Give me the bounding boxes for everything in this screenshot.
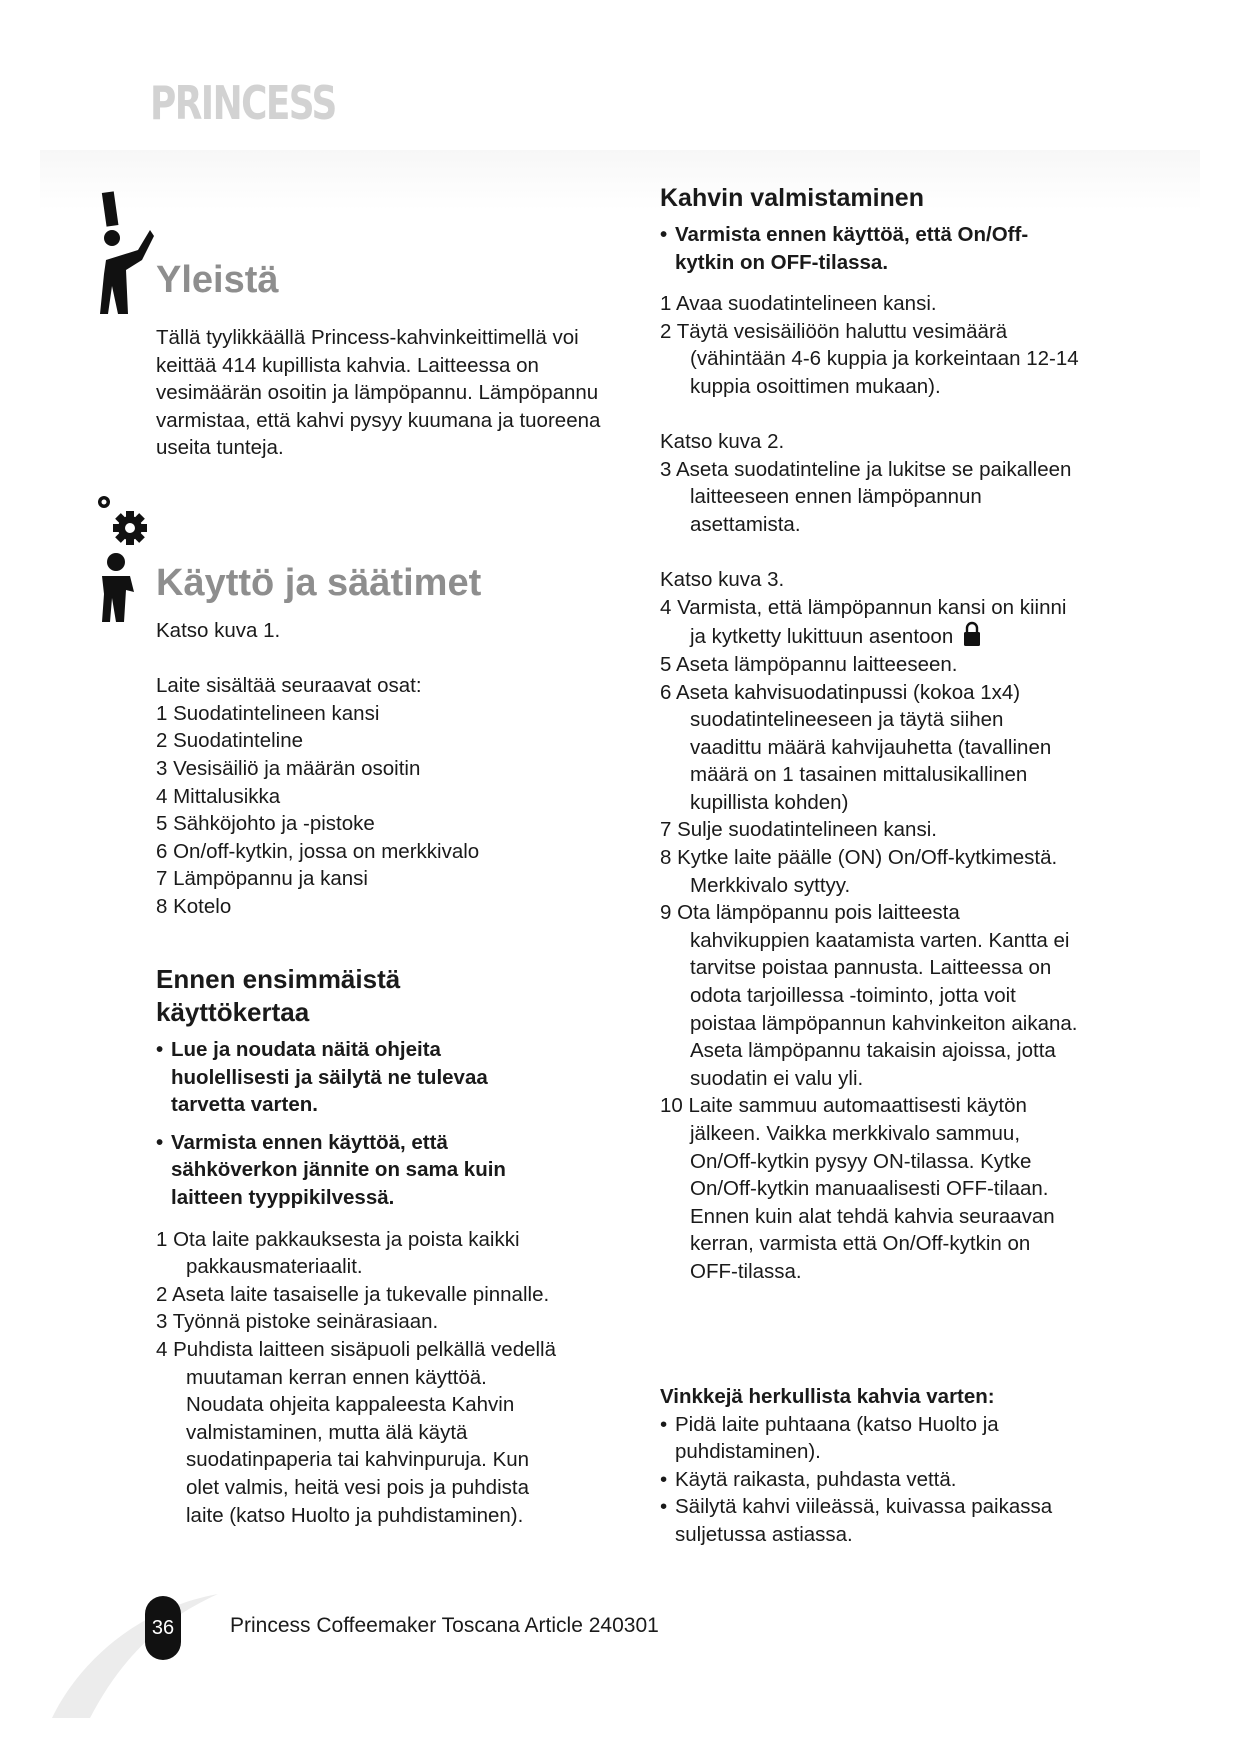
- list-item: 5 Aseta lämpöpannu laitteeseen.: [660, 652, 958, 676]
- list-item: • Pidä laite puhtaana (katso Huolto ja puhdistaminen).: [660, 1411, 1060, 1466]
- list-item: 1 Suodatintelineen kansi: [156, 701, 380, 725]
- ennen-title: Ennen ensimmäistä käyttökertaa: [156, 964, 401, 1027]
- list-item: 9 Ota lämpöpannu pois laitteesta kahvikuppien kaatamista varten. Kantta ei tarvitse poistaa pannusta. Laitteessa on odota tarjoillessa -toiminto, jotta voit poistaa lämpöpannun kahvinkeiton aikana. Aseta lämpöpannu takaisin ajoissa, jotta suodatin ei valu yli.: [660, 901, 1078, 1090]
- parts-intro: Laite sisältää seuraavat osat:: [156, 674, 422, 698]
- kaytto-see: Katso kuva 1.: [156, 619, 281, 642]
- list-item: 1 Ota laite pakkauksesta ja poista kaikki pakkausmateriaalit.: [156, 1227, 520, 1279]
- list-item: 7 Lämpöpannu ja kansi: [156, 867, 368, 891]
- section-yleista: [156, 258, 626, 462]
- step4-text: 4 Varmista, että lämpöpannun kansi on kiinni ja kytketty lukittuun asentoon: [660, 595, 1067, 649]
- list-item: • Lue ja noudata näitä ohjeita huolellisesti ja säilytä ne tulevaa tarvetta varten.: [156, 1036, 556, 1119]
- list-item: 1 Avaa suodatintelineen kansi.: [660, 292, 937, 316]
- section-kaytto: [156, 561, 626, 921]
- section-vinkit: [660, 1383, 1060, 1549]
- vinkit-title: Vinkkejä herkullista kahvia varten:: [660, 1385, 995, 1408]
- list-item: 7 Sulje suodatintelineen kansi.: [660, 818, 937, 842]
- list-item: [660, 594, 1080, 651]
- list-item: 10 Laite sammuu automaattisesti käytön jälkeen. Vaikka merkkivalo sammuu, On/Off-kytkin pysyy ON-tilassa. Kytke On/Off-kytkin manuaalisesti OFF-tilaan. Ennen kuin alat tehdä kahvia seuraavan kerran, varmista että On/Off-kytkin on OFF-tilassa.: [660, 1094, 1055, 1283]
- page-number: 36: [145, 1596, 181, 1660]
- exclamation-person-icon: [98, 190, 154, 316]
- list-item: 3 Vesisäiliö ja määrän osoitin: [156, 756, 421, 780]
- kaytto-title: Käyttö ja säätimet: [156, 562, 482, 604]
- footer-text: Princess Coffeemaker Toscana Article 240301: [230, 1614, 659, 1637]
- lock-icon: [963, 621, 981, 647]
- list-item: 4 Mittalusikka: [156, 784, 281, 808]
- list-item: 8 Kotelo: [156, 894, 232, 918]
- list-item: 2 Aseta laite tasaiselle ja tukevalle pinnalle.: [156, 1282, 550, 1306]
- kahvin-title: Kahvin valmistaminen: [660, 184, 924, 212]
- brand-logo: PRINCESS: [150, 76, 336, 130]
- list-item: 6 Aseta kahvisuodatinpussi (kokoa 1x4) suodatintelineeseen ja täytä siihen vaadittu määrä kahvijauhetta (tavallinen määrä on 1 tasainen mittalusikallinen kupillista kohden): [660, 680, 1052, 814]
- yleista-title: Yleistä: [156, 259, 279, 301]
- list-item: • Varmista ennen käyttöä, että sähköverkon jännite on sama kuin laitteen tyyppikilvessä.: [156, 1129, 556, 1212]
- list-item: 6 On/off-kytkin, jossa on merkkivalo: [156, 839, 480, 863]
- footer-swoosh: [50, 1590, 220, 1720]
- list-item: 3 Aseta suodatinteline ja lukitse se paikalleen laitteeseen ennen lämpöpannun asettamista.: [660, 457, 1072, 536]
- list-item: • Säilytä kahvi viileässä, kuivassa paikassa suljetussa astiassa.: [660, 1493, 1060, 1548]
- see-figure-3: Katso kuva 3.: [660, 568, 785, 592]
- list-item: 8 Kytke laite päälle (ON) On/Off-kytkimestä. Merkkivalo syttyy.: [660, 846, 1058, 897]
- yleista-body: Tällä tyylikkäällä Princess-kahvinkeittimellä voi keittää 414 kupillista kahvia. Laitteessa on vesimäärän osoitin ja lämpöpannu. Lämpöpannu varmistaa, että kahvi pysyy kuumana ja tuoreena useita tunteja.: [156, 326, 601, 460]
- section-ennen-body: [156, 1036, 556, 1529]
- list-item: 4 Puhdista laitteen sisäpuoli pelkällä vedellä muutaman kerran ennen käyttöä. Noudata ohjeita kappaleesta Kahvin valmistaminen, mutta älä käytä suodatinpaperia tai kahvinpuruja. Kun olet valmis, heitä vesi pois ja puhdista laite (katso Huolto ja puhdistaminen).: [156, 1337, 557, 1527]
- see-figure-2: Katso kuva 2.: [660, 430, 785, 454]
- list-item: 3 Työnnä pistoke seinärasiaan.: [156, 1310, 439, 1334]
- section-ennen: [156, 963, 546, 1029]
- list-item: 5 Sähköjohto ja -pistoke: [156, 812, 375, 836]
- kahvin-warning: • Varmista ennen käyttöä, että On/Off-kytkin on OFF-tilassa.: [660, 221, 1075, 276]
- list-item: 2 Täytä vesisäiliöön haluttu vesimäärä (vähintään 4-6 kuppia ja korkeintaan 12-14 kuppia osoittimen mukaan).: [660, 319, 1079, 398]
- list-item: • Käytä raikasta, puhdasta vettä.: [660, 1466, 1060, 1494]
- gear-person-icon: [96, 494, 154, 624]
- list-item: 2 Suodatinteline: [156, 729, 304, 753]
- section-kahvin: [660, 182, 1080, 1286]
